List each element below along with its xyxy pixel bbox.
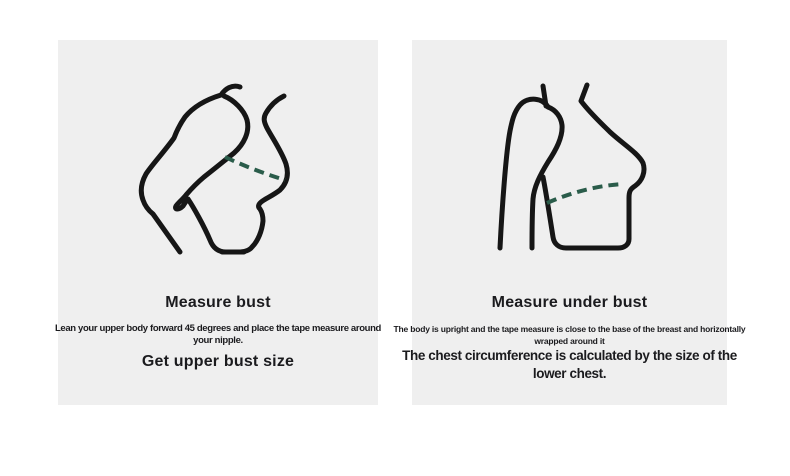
panel-description: Lean your upper body forward 45 degrees and place the tape measure around your nipple. — [54, 323, 382, 346]
panel-title: Measure under bust — [491, 294, 648, 311]
panel-measure-bust — [54, 40, 382, 405]
figure-bust-outline — [543, 85, 644, 248]
figure-arm-inner-line — [532, 107, 562, 248]
panel-result-text: The chest circumference is calculated by the size of the lower chest. — [402, 348, 737, 381]
tape-measure-dashed-line — [547, 184, 624, 203]
panel-measure-under-bust — [393, 40, 746, 405]
leaning-forward-figure-illustration — [58, 40, 378, 290]
panel-description: The body is upright and the tape measure is close to the base of the breast and horizontally wrapped around it — [393, 324, 746, 346]
figure-head-back-arm-line — [141, 86, 240, 252]
figure-chin-arm-line — [176, 96, 248, 252]
upright-figure-illustration — [412, 40, 727, 290]
figure-bust-outline — [222, 96, 287, 252]
tape-measure-dashed-line — [225, 157, 285, 180]
panel-title: Measure bust — [165, 294, 271, 311]
panel-result-text: Get upper bust size — [141, 353, 295, 370]
